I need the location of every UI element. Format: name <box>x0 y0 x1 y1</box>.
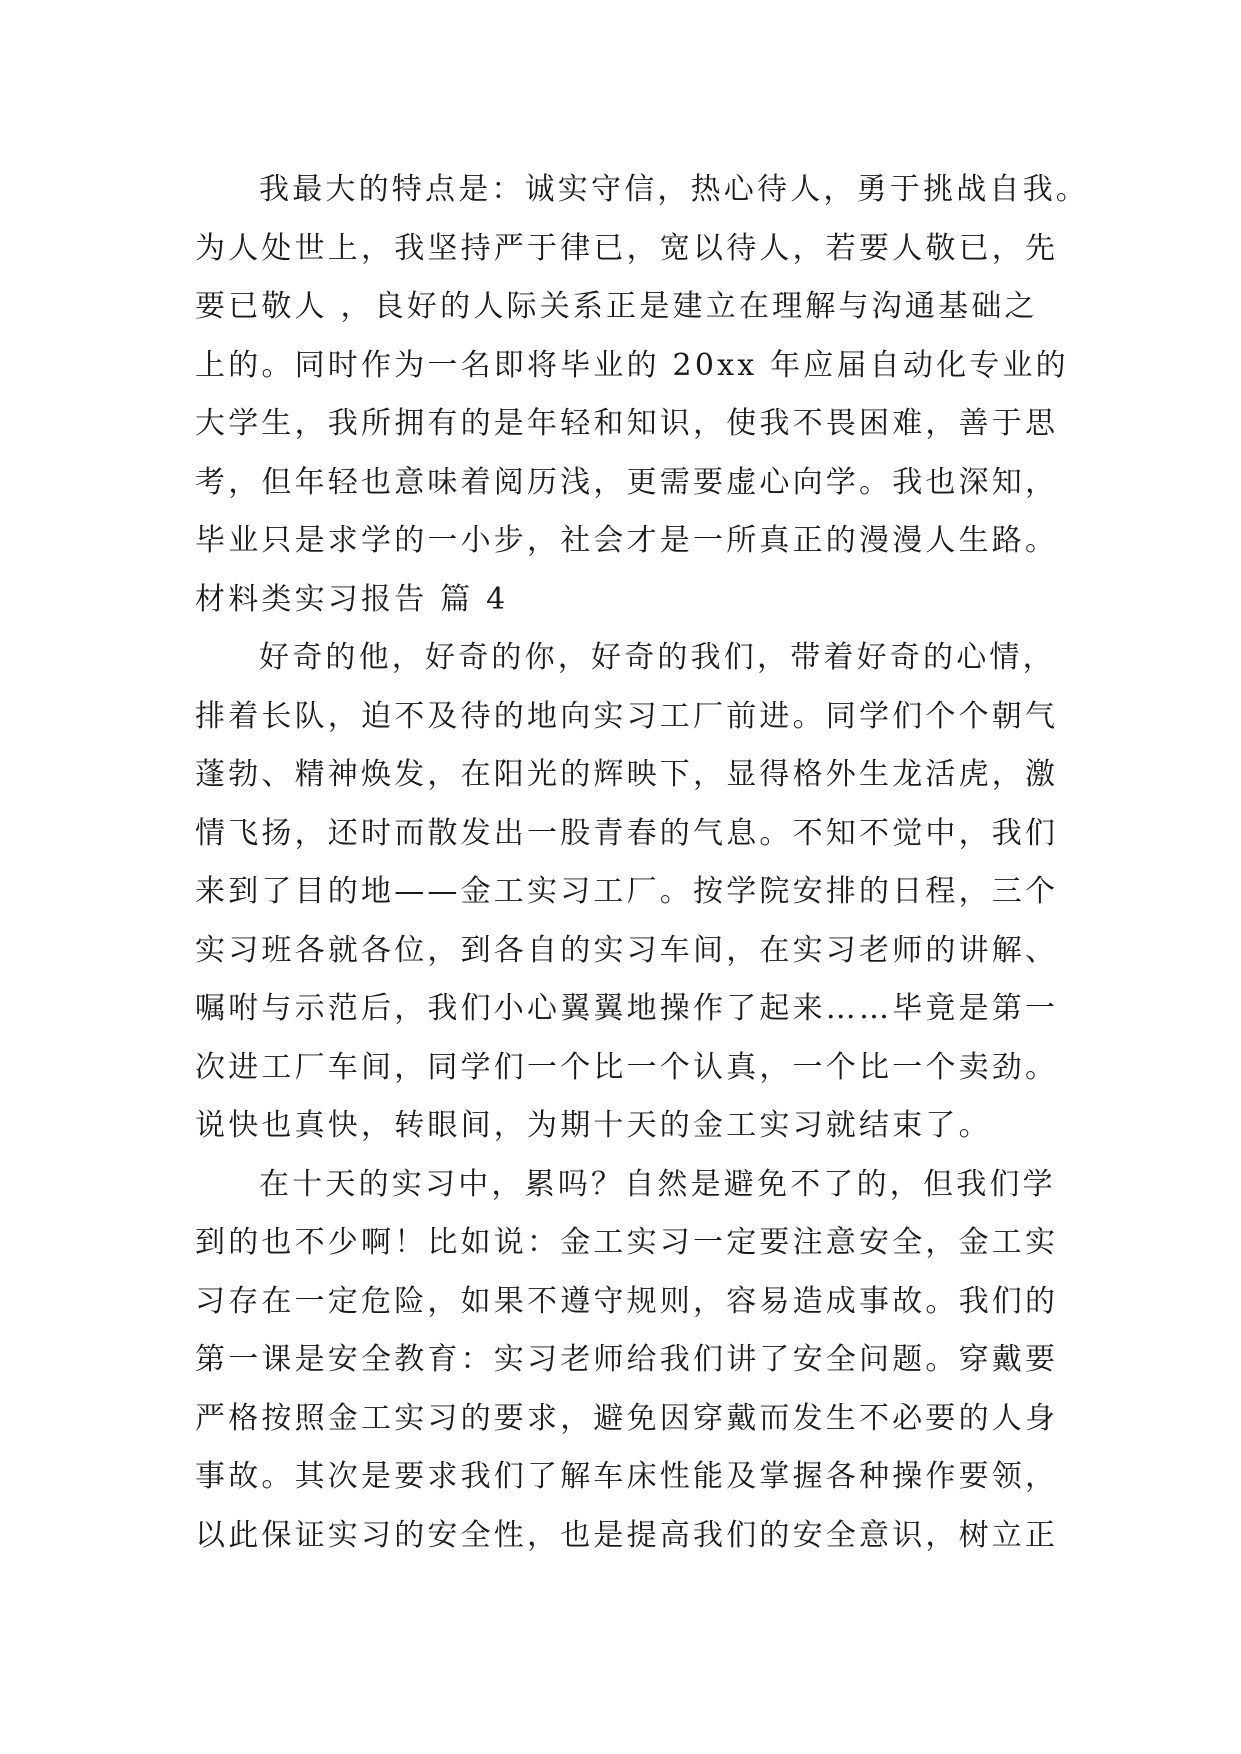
text-line: 严格按照金工实习的要求，避免因穿戴而发生不必要的人身 <box>195 1400 1059 1436</box>
document-body <box>195 161 1089 1565</box>
text-line: 在十天的实习中，累吗？自然是避免不了的，但我们学 <box>259 1166 1056 1202</box>
text-line: 蓬勃、精神焕发，在阳光的辉映下，显得格外生龙活虎，激 <box>195 757 1059 792</box>
text-line: 情飞扬，还时而散发出一股青春的气息。不知不觉中，我们 <box>195 815 1059 851</box>
text-line: 要已敬人 ，良好的人际关系正是建立在理解与沟通基础之 <box>195 289 1038 324</box>
text-line: 习存在一定危险，如果不遵守规则，容易造成事故。我们的 <box>195 1283 1059 1319</box>
body-paragraph <box>195 1156 1065 1566</box>
text-line: 第一课是安全教育：实习老师给我们讲了安全问题。穿戴要 <box>195 1342 1059 1377</box>
body-paragraph <box>195 629 1065 1156</box>
text-line: 以此保证实习的安全性，也是提高我们的安全意识，树立正 <box>195 1517 1059 1553</box>
text-line: 材料类实习报告 篇 4 <box>195 581 509 617</box>
text-line: 实习班各就各位，到各自的实习车间，在实习老师的讲解、 <box>195 932 1059 968</box>
text-line: 我最大的特点是：诚实守信，热心待人，勇于挑战自我。 <box>259 172 1089 207</box>
text-line: 大学生，我所拥有的是年轻和知识，使我不畏困难，善于思 <box>195 406 1059 441</box>
text-line: 说快也真快，转眼间，为期十天的金工实习就结束了。 <box>195 1108 992 1143</box>
text-line: 为人处世上，我坚持严于律已，宽以待人，若要人敬已，先 <box>195 230 1059 266</box>
text-line: 排着长队，迫不及待的地向实习工厂前进。同学们个个朝气 <box>195 698 1059 734</box>
text-line: 次进工厂车间，同学们一个比一个认真，一个比一个卖劲。 <box>195 1049 1059 1085</box>
text-line: 考，但年轻也意味着阅历浅，更需要虚心向学。我也深知， <box>195 464 1059 500</box>
text-line: 毕业只是求学的一小步，社会才是一所真正的漫漫人生路。 <box>195 523 1059 558</box>
text-line: 事故。其次是要求我们了解车床性能及掌握各种操作要领， <box>195 1459 1059 1494</box>
text-line: 到的也不少啊！比如说：金工实习一定要注意安全，金工实 <box>195 1225 1059 1260</box>
text-line: 来到了目的地——金工实习工厂。按学院安排的日程，三个 <box>195 874 1059 909</box>
text-line: 上的。同时作为一名即将毕业的 20xx 年应届自动化专业的 <box>195 347 1069 383</box>
text-line: 好奇的他，好奇的你，好奇的我们，带着好奇的心情， <box>259 640 1056 675</box>
text-line: 嘱咐与示范后，我们小心翼翼地操作了起来……毕竟是第一 <box>195 991 1059 1026</box>
section-heading <box>195 571 1065 630</box>
body-paragraph <box>195 161 1089 571</box>
